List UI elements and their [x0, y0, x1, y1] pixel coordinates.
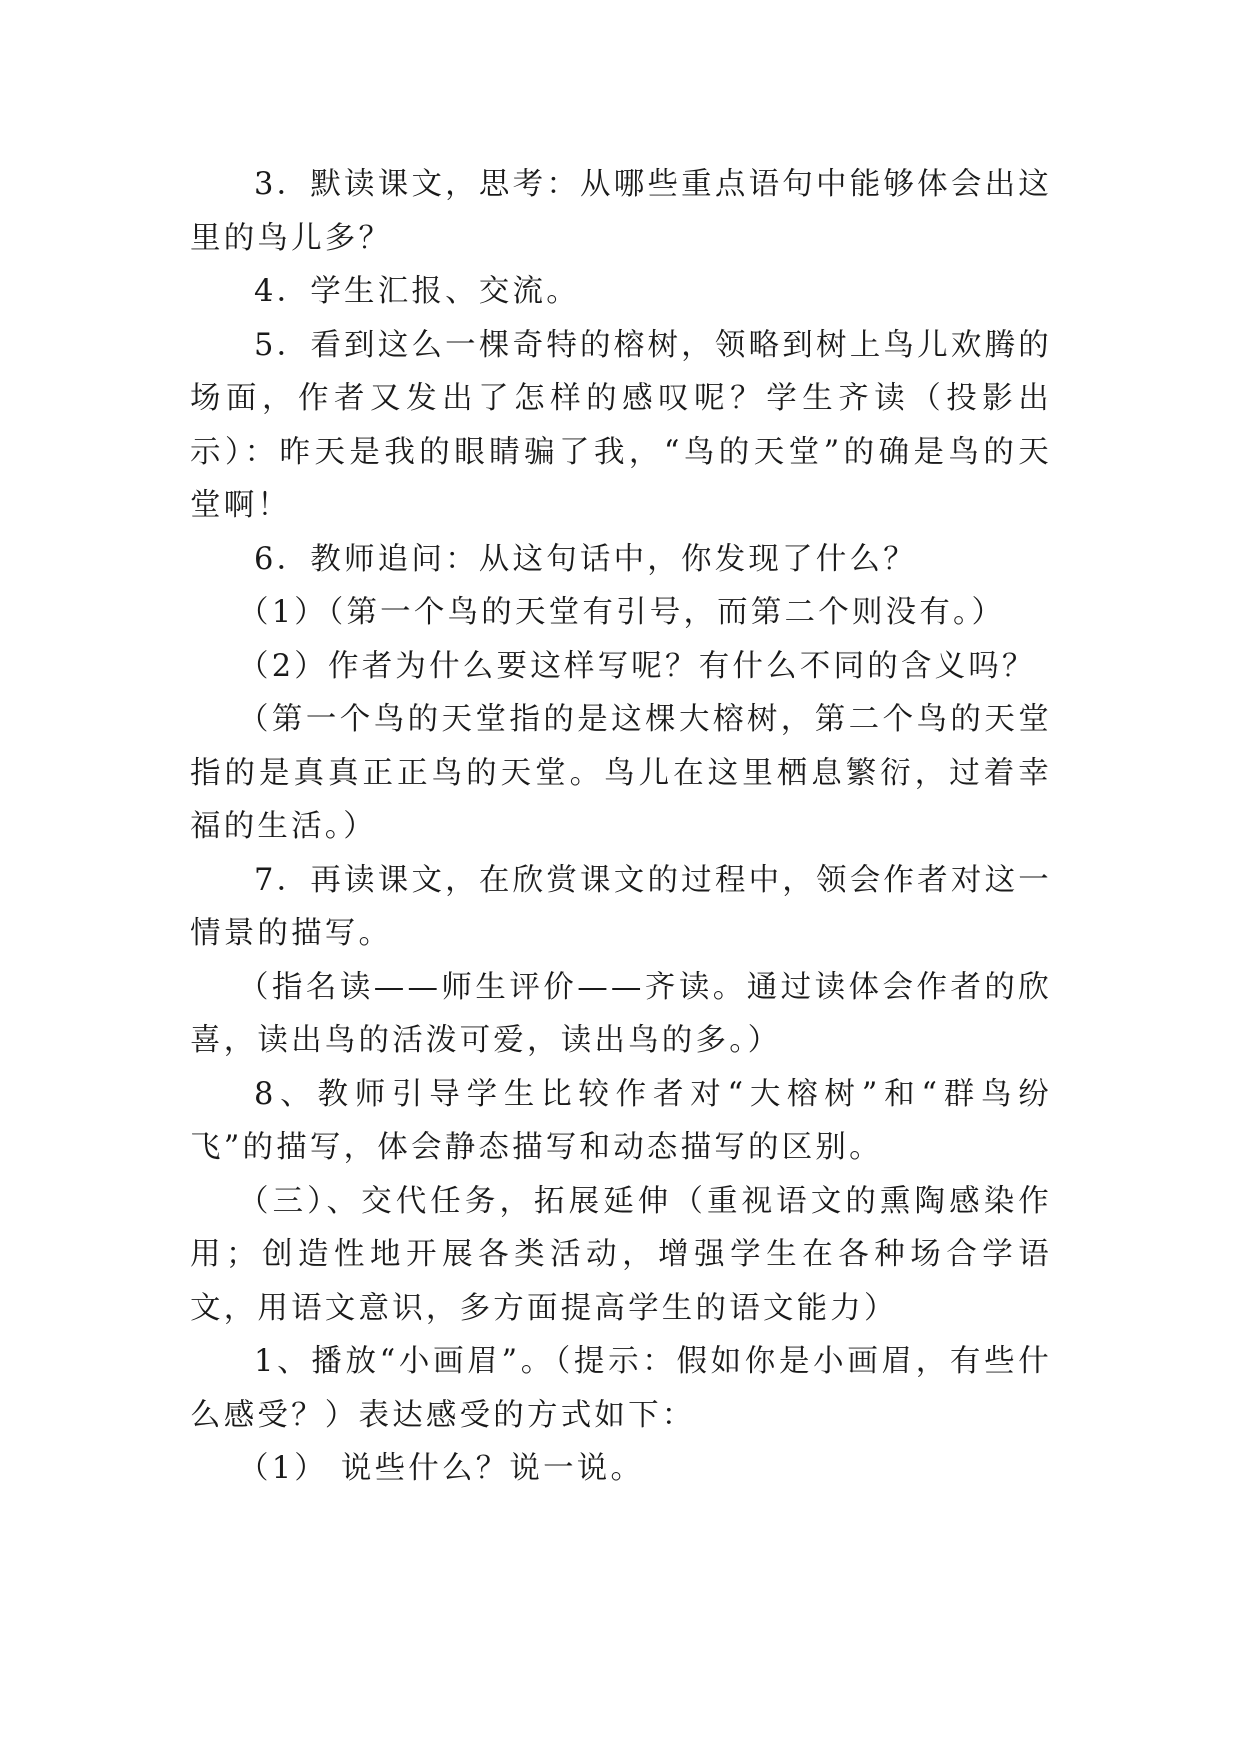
paragraph-step-5: 5．看到这么一棵奇特的榕树，领略到树上鸟儿欢腾的场面，作者又发出了怎样的感叹呢？学生齐读（投影出示）：昨天是我的眼睛骗了我，“鸟的天堂”的确是鸟的天堂啊！	[190, 327, 1052, 523]
paragraph-step-6-sub-1: （1）（第一个鸟的天堂有引号，而第二个则没有。）	[238, 595, 1006, 630]
paragraph-step-6-answer: （第一个鸟的天堂指的是这棵大榕树，第二个鸟的天堂指的是真真正正鸟的天堂。鸟儿在这里栖息繁衍，过着幸福的生活。）	[190, 702, 1052, 844]
paragraph-step-7: 7．再读课文，在欣赏课文的过程中，领会作者对这一情景的描写。	[190, 862, 1052, 951]
paragraph-step-8: 8、教师引导学生比较作者对“大榕树”和“群鸟纷飞”的描写，体会静态描写和动态描写的区别。	[190, 1076, 1052, 1165]
paragraph-step-6-sub-2: （2）作者为什么要这样写呢？有什么不同的含义吗？	[238, 648, 1036, 684]
paragraph-step-6: 6．教师追问：从这句话中，你发现了什么？	[254, 541, 917, 577]
paragraph-task-1-sub-1: （1） 说些什么？说一说。	[238, 1451, 645, 1486]
paragraph-task-1: 1、播放“小画眉”。（提示：假如你是小画眉，有些什么感受？）表达感受的方式如下：	[190, 1344, 1052, 1433]
document-page	[190, 158, 1052, 1496]
section-heading-3: （三）、交代任务，拓展延伸（重视语文的熏陶感染作用；创造性地开展各类活动，增强学生在各种场合学语文，用语文意识，多方面提高学生的语文能力）	[190, 1183, 1052, 1326]
paragraph-step-3: 3．默读课文，思考：从哪些重点语句中能够体会出这里的鸟儿多？	[190, 167, 1052, 256]
paragraph-step-4: 4．学生汇报、交流。	[254, 274, 580, 309]
paragraph-step-7-answer: （指名读——师生评价——齐读。通过读体会作者的欣喜，读出鸟的活泼可爱，读出鸟的多。）	[190, 969, 1052, 1058]
